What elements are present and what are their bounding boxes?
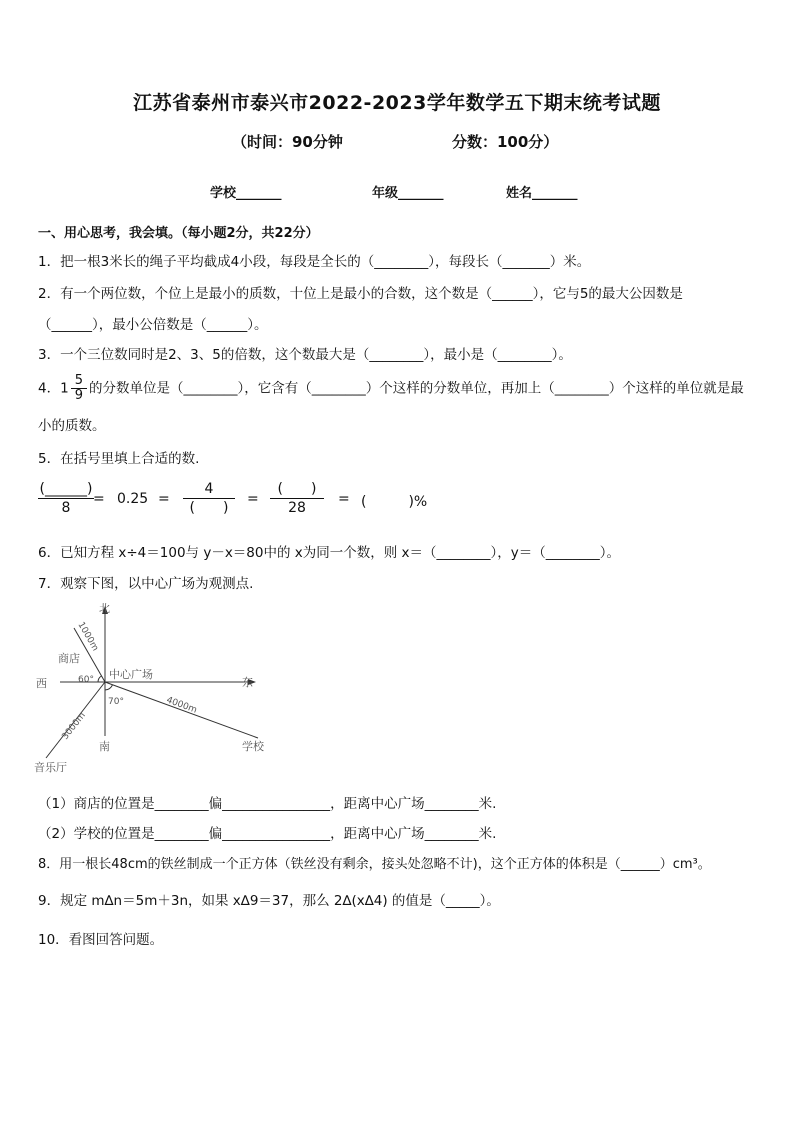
question-4-text: 的分数单位是（________），它含有（________）个这样的分数单位，再加上（________）个这样的单位就是最 [88, 380, 744, 397]
mixed-number-whole: 1 [60, 380, 69, 397]
fraction-numerator: 4 [204, 481, 214, 497]
fraction-numerator: 5 [71, 374, 87, 389]
equals-sign: = [93, 491, 105, 507]
distance-label-music-hall: 3000m [60, 710, 88, 742]
question-9: 9．规定 m∆n＝5m＋3n，如果 x∆9＝37，那么 2∆(x∆4) 的值是（_____）。 [38, 893, 500, 909]
exam-time: （时间：90分钟 [232, 133, 343, 151]
label-west: 西 [36, 677, 47, 690]
question-4-line-1 [38, 374, 744, 403]
question-2-line-1: 2．有一个两位数，个位上是最小的质数，十位上是最小的合数，这个数是（______），它与5的最大公因数是 [38, 286, 683, 302]
fraction-numerator: (______) [39, 481, 93, 497]
section-heading: 一、用心思考，我会填。（每小题2分，共22分） [38, 226, 319, 241]
distance-label-shop: 1000m [75, 620, 100, 653]
question-3: 3．一个三位数同时是2、3、5的倍数，这个数最大是（________），最小是（________）。 [38, 347, 572, 363]
angle-label-70: 70° [108, 697, 124, 707]
question-7-part-1: （1）商店的位置是________偏________________，距离中心广场________米. [38, 796, 497, 812]
question-10: 10．看图回答问题。 [38, 932, 164, 948]
fraction-denominator: 8 [61, 500, 71, 516]
fraction-denominator: 28 [288, 500, 306, 516]
angle-label-60: 60° [78, 675, 94, 685]
question-5-equation [38, 481, 458, 523]
equals-sign: = [158, 491, 170, 507]
label-south: 南 [99, 740, 110, 753]
label-shop: 商店 [58, 652, 80, 665]
grade-field: 年级_______ [372, 186, 444, 201]
equals-sign: = [338, 491, 350, 507]
angle-arc-60 [98, 676, 102, 682]
question-6: 6．已知方程 x÷4＝100与 y－x＝80中的 x为同一个数，则 x＝（________），y＝（________）。 [38, 545, 621, 561]
question-5: 5．在括号里填上合适的数. [38, 451, 200, 467]
exam-score: 分数：100分） [452, 133, 559, 151]
direction-diagram [30, 598, 280, 778]
question-4-line-2: 小的质数。 [38, 418, 106, 434]
fraction-denominator: ( ) [189, 500, 229, 516]
question-8: 8．用一根长48cm的铁丝制成一个正方体（铁丝没有剩余，接头处忽略不计)，这个正方体的体积是（______）cm³。 [38, 857, 711, 872]
question-4-number: 4． [38, 380, 61, 397]
decimal-value: 0.25 [117, 491, 149, 507]
question-2-line-2: （______），最小公倍数是（______）。 [38, 317, 268, 333]
school-field: 学校_______ [210, 186, 282, 201]
label-school: 学校 [242, 740, 264, 753]
equals-sign: = [247, 491, 259, 507]
fraction-numerator: ( ) [277, 481, 317, 497]
angle-arc-70 [105, 685, 113, 690]
label-north: 北 [99, 602, 110, 615]
percent-blank: ( )% [361, 494, 428, 510]
question-7: 7．观察下图，以中心广场为观测点. [38, 576, 254, 592]
label-center-plaza: 中心广场 [109, 668, 153, 681]
fraction-denominator: 9 [74, 388, 83, 403]
label-east: 东 [242, 676, 253, 689]
fraction-4-over-blank [183, 481, 235, 516]
question-7-part-2: （2）学校的位置是________偏________________，距离中心广场________米. [38, 826, 497, 842]
fraction-blank-over-28 [270, 481, 324, 516]
name-field: 姓名_______ [506, 186, 578, 201]
distance-label-school: 4000m [164, 695, 199, 716]
question-1: 1．把一根3米长的绳子平均截成4小段，每段是全长的（________），每段长（_______）米。 [38, 254, 591, 270]
mixed-number-fraction [71, 374, 87, 403]
page-title: 江苏省泰州市泰兴市2022-2023学年数学五下期末统考试题 [133, 92, 661, 114]
fraction-blank-over-8 [38, 481, 94, 516]
label-music-hall: 音乐厅 [34, 761, 67, 774]
